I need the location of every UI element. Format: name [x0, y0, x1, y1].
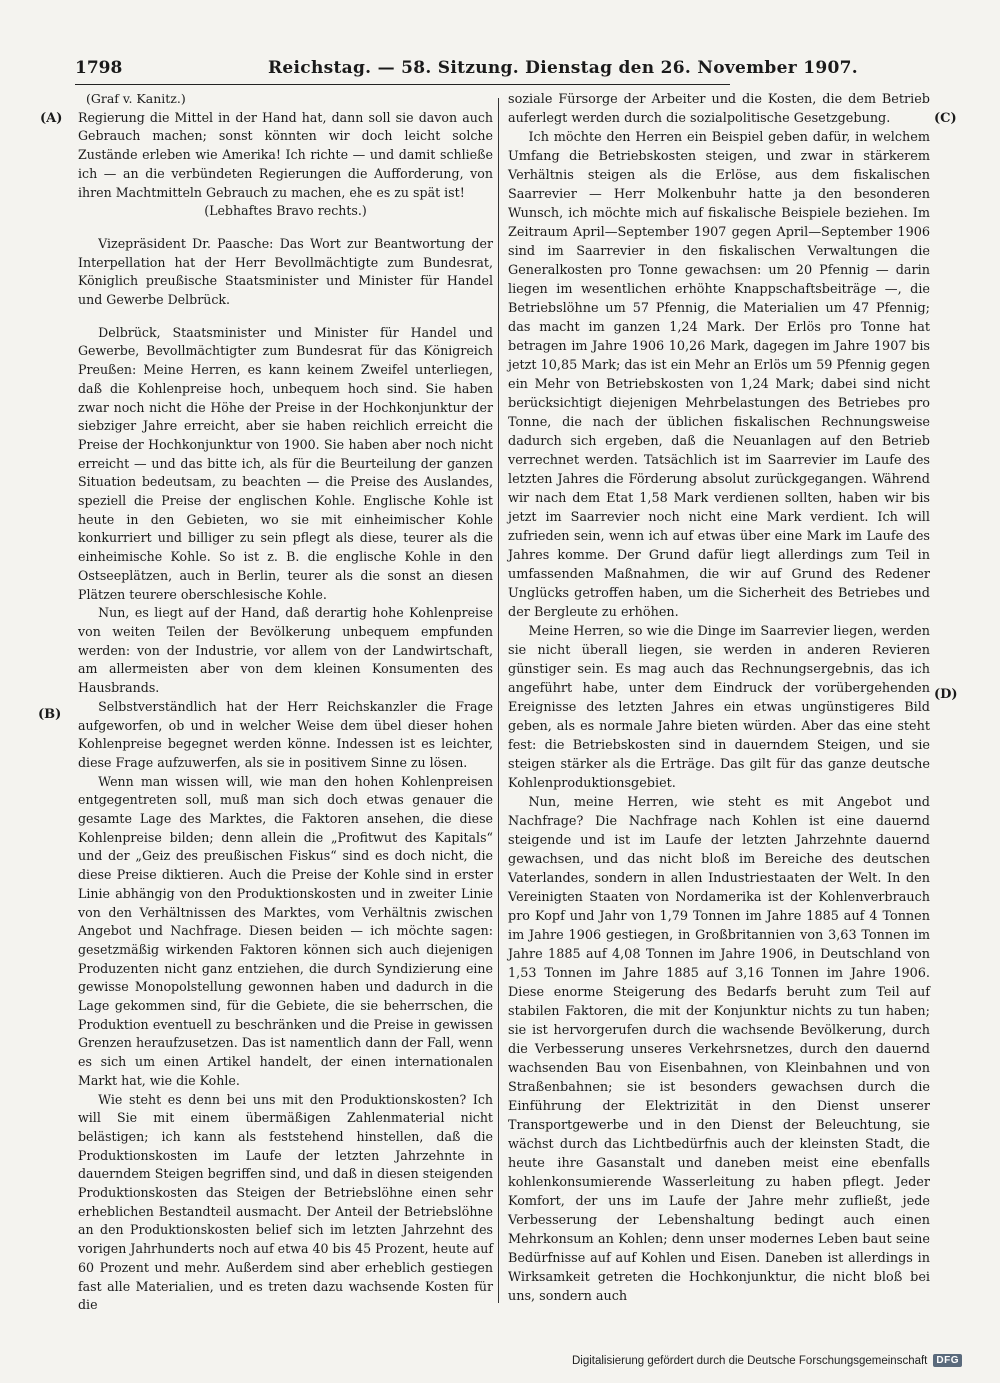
paragraph: Wenn man wissen will, wie man den hohen Kohlenpreisen entgegentreten soll, muß man sich doch etwas genauer die gesamte Lage des Marktes, die Faktoren ansehen, die diese Kohlenpreise bilden; denn allein die „Profitwut des Kapitals“ und der „Geiz des preußischen Fiskus“ sind es doch nicht, die diese Preise diktieren. Auch die Preise der Kohle sind in erster Linie abhängig von den Produktionskosten und in zweiter Linie von den Verhältnissen des Marktes, vom Verhältnis zwischen Angebot und Nachfrage. Diesen beiden — ich möchte sagen: gesetzmäßig wirkenden Faktoren können sich auch diejenigen Produzenten nicht ganz entziehen, die durch Syndizierung eine gewisse Monopolstellung gewonnen haben und dadurch in die Lage gekommen sind, für die Gebiete, die sie beherrschen, die Produktion eventuell zu beschränken und die Preise in gewissen Grenzen heraufzusetzen. Das ist namentlich dann der Fall, wenn es sich um einen Artikel handelt, der einen internationalen Markt hat, wie die Kohle.	[78, 773, 493, 1088]
margin-marker-d: (D)	[934, 687, 958, 702]
margin-marker-a: (A)	[40, 111, 63, 126]
page-number: 1798	[75, 58, 123, 78]
page-title: Reichstag. — 58. Sitzung. Dienstag den 26. November 1907.	[268, 58, 858, 78]
footer-credit: Digitalisierung gefördert durch die Deutsche Forschungsgemeinschaft	[571, 1354, 928, 1367]
footer	[572, 1354, 962, 1367]
paragraph: soziale Fürsorge der Arbeiter und die Kosten, die dem Betrieb auferlegt werden durch die sozialpolitische Gesetzgebung.	[508, 92, 930, 126]
page-header	[75, 58, 858, 85]
paragraph: Nun, meine Herren, wie steht es mit Angebot und Nachfrage? Die Nachfrage nach Kohlen ist eine dauernd steigende und ist im Laufe der letzten Jahrzehnte dauernd gewachsen, und das nicht bloß im Bereiche des deutschen Vaterlandes, sondern in allen Industriestaaten der Welt. In den Vereinigten Staaten von Nordamerika ist der Kohlenverbrauch pro Kopf und Jahr von 1,79 Tonnen im Jahre 1885 auf 4 Tonnen im Jahre 1906 gestiegen, in Großbritannien von 3,63 Tonnen im Jahre 1885 auf 4,08 Tonnen im Jahre 1906, in Deutschland von 1,53 Tonnen im Jahre 1885 auf 3,16 Tonnen im Jahre 1906. Diese enorme Steigerung des Bedarfs beruht zum Teil auf stabilen Faktoren, die mit der Konjunktur nichts zu tun haben; sie ist hervorgerufen durch die wachsende Bevölkerung, durch die Verbesserung unseres Verkehrsnetzes, durch den dauernd wachsenden Bau von Eisenbahnen, von Kleinbahnen und von Straßenbahnen; sie ist besonders gewachsen durch die Einführung der Elektrizität in den Dienst unserer Transportgewerbe und in den Dienst der Beleuchtung, sie wächst durch das Lichtbedürfnis auch der kleinsten Stadt, die heute ihre Gasanstalt und daneben meist eine ebenfalls kohlenkonsumierende Wasserleitung zu haben pflegt. Jeder Komfort, der uns im Laufe der Jahre mehr zufließt, jede Verbesserung der Lebenshaltung bedingt auch einen Mehrkonsum an Kohlen; denn unser modernes Leben baut seine Bedürfnisse auf auf Kohlen und Eisen. Daneben ist allerdings in Wirksamkeit getreten die Hochkonjunktur, die nicht bloß bei uns, sondern auch	[508, 795, 930, 1304]
paragraph: Nun, es liegt auf der Hand, daß derartig hohe Kohlenpreise von weiten Teilen der Bevölkerung unbequem empfunden werden: von der Industrie, vor allem von der Landwirtschaft, am allermeisten aber von dem kleinen Konsumenten des Hausbrands.	[78, 605, 493, 696]
left-column	[78, 90, 493, 1315]
margin-marker-b: (B)	[38, 707, 62, 722]
dfg-logo-icon: DFG	[933, 1354, 962, 1367]
paragraph: Selbstverständlich hat der Herr Reichskanzler die Frage aufgeworfen, ob und in welcher Weise dem übel dieser hohen Kohlenpreise begegnet werden könne. Indessen ist es leichter, diese Frage aufzuwerfen, als sie in positivem Sinne zu lösen.	[78, 698, 493, 770]
paragraph: Delbrück, Staatsminister und Minister für Handel und Gewerbe, Bevollmächtigter zum Bundesrat für das Königreich Preußen: Meine Herren, es kann keinem Zweifel unterliegen, daß die Kohlenpreise hoch, unbequem hoch sind. Sie haben zwar noch nicht die Höhe der Preise in der Hochkonjunktur der siebziger Jahre erreicht, aber sie haben reichlich erreicht die Preise der Hochkonjunktur von 1900. Sie haben aber noch nicht erreicht — und das bitte ich, als für die Beurteilung der ganzen Situation bedeutsam, zu beachten — die Preise des Auslandes, speziell die Preise der englischen Kohle. Englische Kohle ist heute in den Gebieten, wo sie mit einheimischer Kohle konkurriert und billiger zu sein pflegt als diese, teurer als die einheimische Kohle. So ist z. B. die englische Kohle in den Ostseeplätzen, auch in Berlin, teurer als die sonst an diesen Plätzen teurere oberschlesische Kohle.	[78, 324, 493, 602]
margin-marker-c: (C)	[934, 111, 957, 126]
paragraph: Regierung die Mittel in der Hand hat, dann soll sie davon auch Gebrauch machen; sonst könnten wir doch leicht solche Zustände erleben wie Amerika! Ich richte — und damit schließe ich — an die verbündeten Regierungen die Aufforderung, von ihren Machtmitteln Gebrauch zu machen, ehe es zu spät ist!	[78, 109, 493, 200]
paragraph: Meine Herren, so wie die Dinge im Saarrevier liegen, werden sie nicht überall liegen, sie werden in anderen Revieren günstiger sein. Es mag auch das Rechnungsergebnis, das ich angeführt habe, unter dem Eindruck der vorübergehenden Ereignisse des letzten Jahres ein etwas ungünstigeres Bild geben, als es normale Jahre bieten würden. Aber das eine steht fest: die Betriebskosten sind in dauerndem Steigen, und sie steigen stärker als die Erträge. Das gilt für das ganze deutsche Kohlenproduktionsgebiet.	[508, 624, 930, 791]
paragraph: Ich möchte den Herren ein Beispiel geben dafür, in welchem Umfang die Betriebskosten steigen, und zwar in stärkerem Verhältnis steigen als die Erlöse, aus dem fiskalischen Saarrevier — Herr Molkenbuhr hatte ja den besonderen Wunsch, ich möchte mich auf fiskalische Beispiele beziehen. Im Zeitraum April—September 1907 gegen April—September 1906 sind im Saarrevier in den fiskalischen Verwaltungen die Generalkosten pro Tonne gewachsen: um 20 Pfennig — darin liegen im wesentlichen erhöhte Knappschaftsbeiträge —, die Betriebslöhne um 57 Pfennig, die Materialien um 47 Pfennig; das macht im ganzen 1,24 Mark. Der Erlös pro Tonne hat betragen im Jahre 1906 10,26 Mark, dagegen im Jahre 1907 bis jetzt 10,85 Mark; das ist ein Mehr an Erlös um 59 Pfennig gegen ein Mehr von Betriebskosten von 1,24 Mark; dabei sind nicht berücksichtigt diejenigen Mehrbelastungen des Betriebes pro Tonne, die nach der üblichen fiskalischen Rechnungsweise dadurch sich ergeben, daß die Neuanlagen auf den Betrieb verrechnet werden. Tatsächlich ist im Saarrevier im Laufe des letzten Jahres die Förderung absolut zurückgegangen. Während wir nach dem Etat 1,58 Mark verdienen sollten, haben wir bis jetzt im Saarrevier noch nicht eine Mark verdient. Ich will zufrieden sein, wenn ich auf etwas über eine Mark im Laufe des Jahres komme. Der Grund dafür liegt allerdings zum Teil in umfassenden Maßnahmen, die wir auf Grund des Redener Unglücks getroffen haben, um die Sicherheit des Betriebes und der Bergleute zu erhöhen.	[508, 130, 930, 620]
column-divider	[498, 98, 499, 1303]
paragraph: Wie steht es denn bei uns mit den Produktionskosten? Ich will Sie mit einem übermäßigen Zahlenmaterial nicht belästigen; ich kann als feststehend hinstellen, daß die Produktionskosten im Laufe der letzten Jahrzehnte in dauerndem Steigen begriffen sind, und daß in diesen steigenden Produktionskosten das Steigen der Betriebslöhne einen sehr erheblichen Bestandteil ausmacht. Der Anteil der Betriebslöhne an den Produktionskosten belief sich im letzten Jahrzehnt des vorigen Jahrhunderts noch auf etwa 40 bis 45 Prozent, heute auf 60 Prozent und mehr. Außerdem sind aber erheblich gestiegen fast alle Materialien, und es treten dazu wachsende Kosten für die	[78, 1091, 493, 1313]
speaker-reference: (Graf v. Kanitz.)	[86, 91, 186, 106]
paragraph: Vizepräsident Dr. Paasche: Das Wort zur Beantwortung der Interpellation hat der Herr Bevollmächtigte zum Bundesrat, Königlich preußische Staatsminister und Minister für Handel und Gewerbe Delbrück.	[78, 235, 493, 308]
applause-note: (Lebhaftes Bravo rechts.)	[204, 203, 367, 219]
right-column	[508, 90, 930, 1306]
